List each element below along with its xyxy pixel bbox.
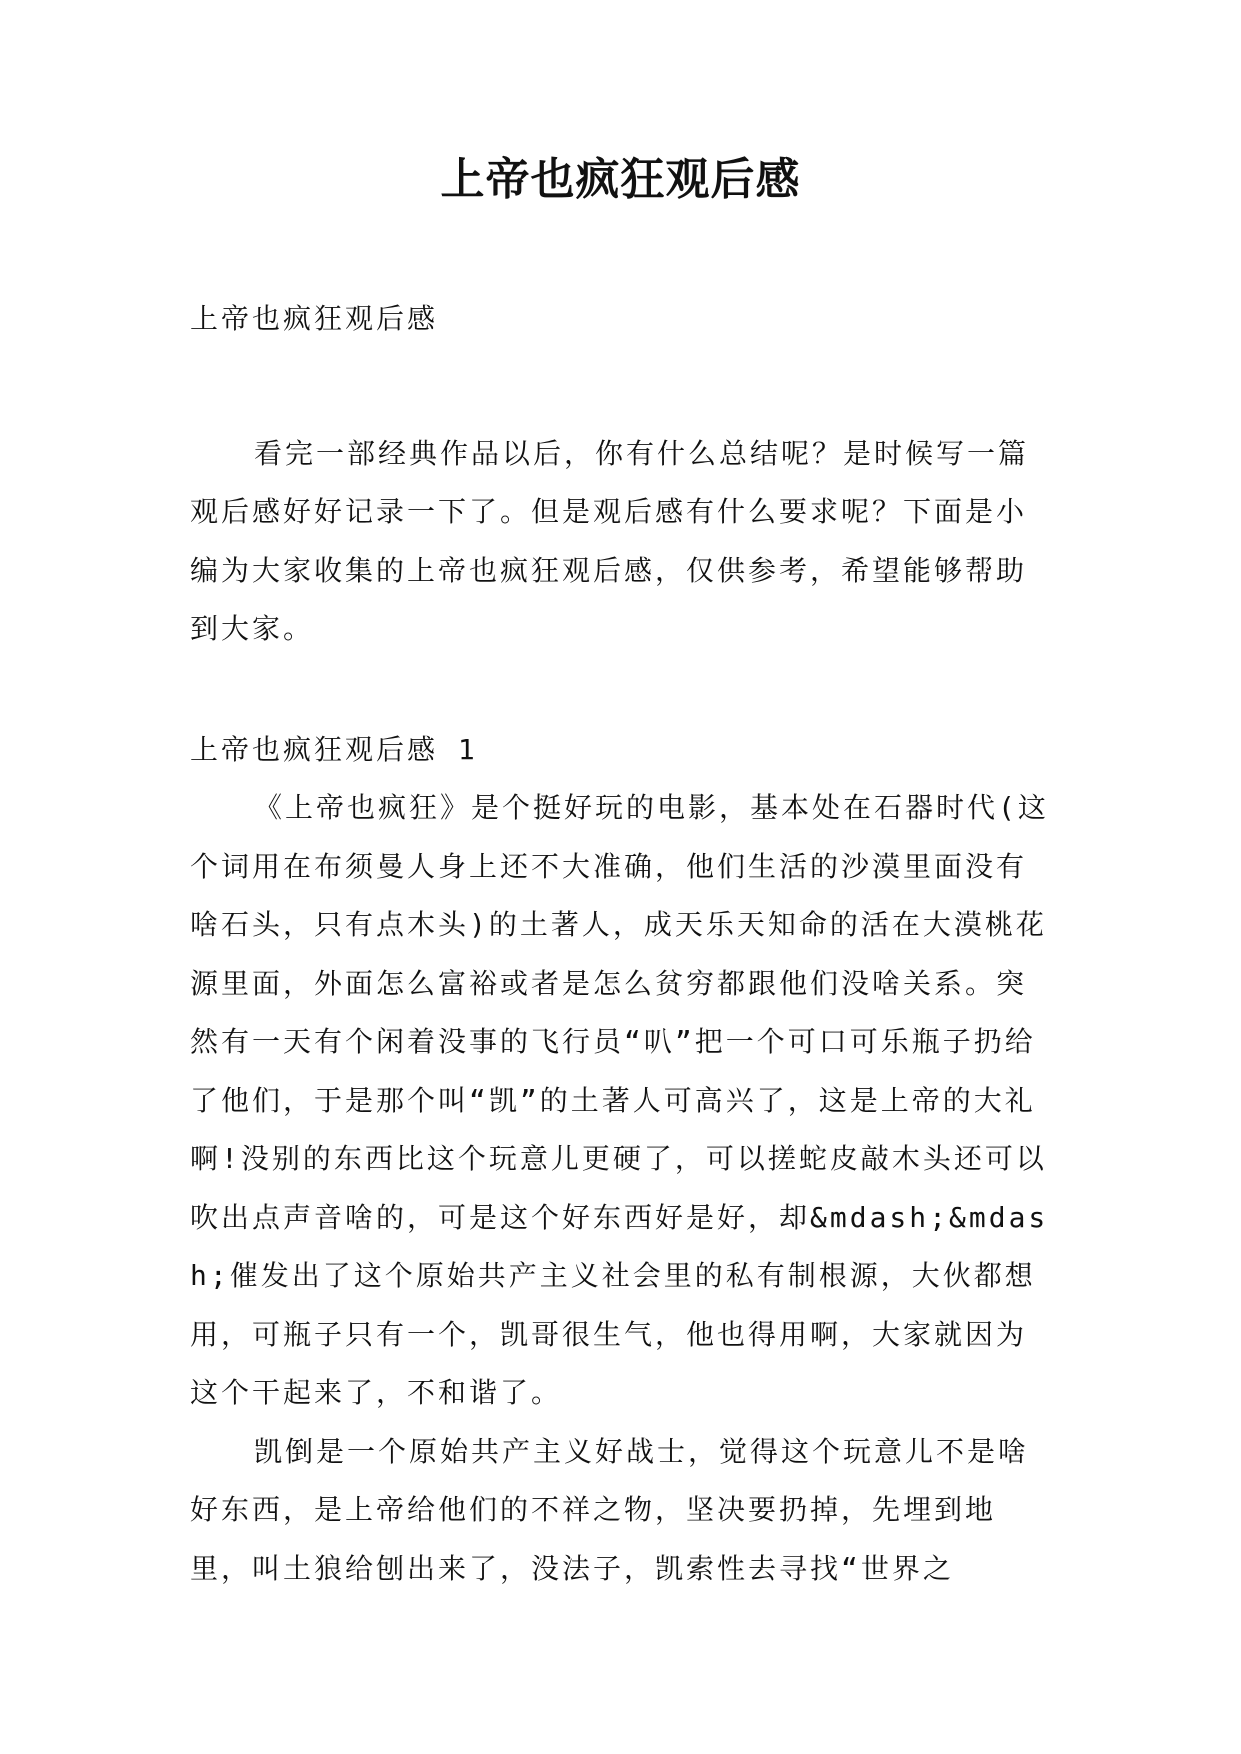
document-title: 上帝也疯狂观后感	[440, 154, 801, 205]
section-heading: 上帝也疯狂观后感 1	[190, 732, 478, 766]
body-paragraph-1: 《上帝也疯狂》是个挺好玩的电影，基本处在石器时代(这个词用在布须曼人身上还不大准确，他们生活的沙漠里面没有啥石头，只有点木头)的土著人，成天乐天知命的活在大漠桃花源里面，外面怎么富裕或者是怎么贫穷都跟他们没啥关系。突然有一天有个闲着没事的飞行员“叭”把一个可口可乐瓶子扔给了他们，于是那个叫“凯”的土著人可高兴了，这是上帝的大礼啊!没别的东西比这个玩意儿更硬了，可以搓蛇皮敲木头还可以吹出点声音啥的，可是这个好东西好是好，却&mdash;&mdash;催发出了这个原始共产主义社会里的私有制根源，大伙都想用，可瓶子只有一个，凯哥很生气，他也得用啊，大家就因为这个干起来了，不和谐了。	[190, 791, 1049, 1409]
document-subtitle: 上帝也疯狂观后感	[190, 302, 439, 335]
body-paragraph-2: 凯倒是一个原始共产主义好战士，觉得这个玩意儿不是啥好东西，是上帝给他们的不祥之物，坚决要扔掉，先埋到地里，叫土狼给刨出来了，没法子，凯索性去寻找“世界之	[190, 1434, 1030, 1585]
intro-paragraph: 看完一部经典作品以后，你有什么总结呢？是时候写一篇观后感好好记录一下了。但是观后感有什么要求呢？下面是小编为大家收集的上帝也疯狂观后感，仅供参考，希望能够帮助到大家。	[190, 436, 1030, 645]
document-body	[190, 290, 1050, 1598]
spacer	[190, 349, 1050, 425]
spacer	[190, 659, 1050, 721]
